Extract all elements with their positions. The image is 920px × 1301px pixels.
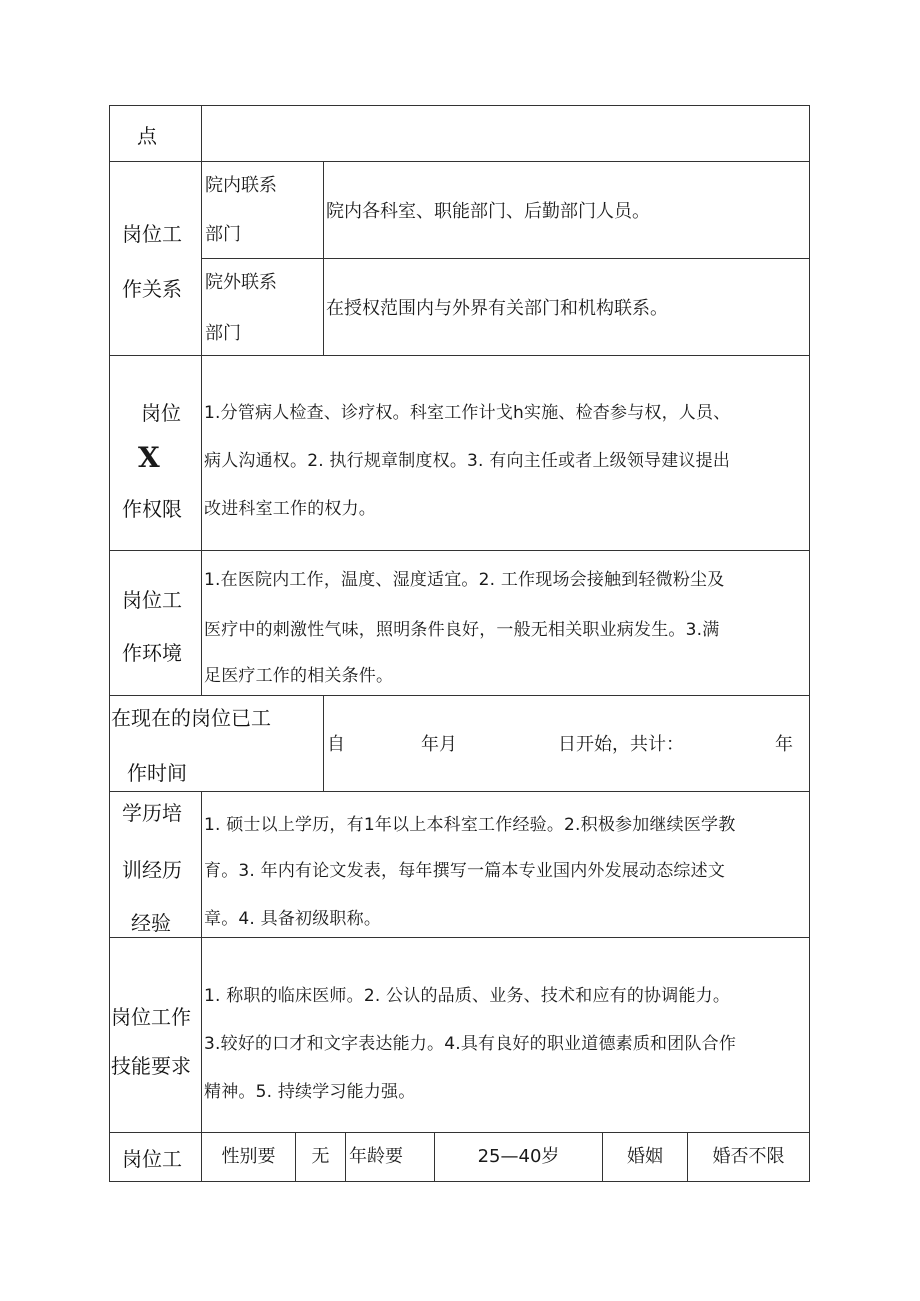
skills-line-3: 精神。5. 持续学习能力强。: [204, 1082, 416, 1102]
education-line-1: 1. 硕士以上学历，有1年以上本科室工作经验。2.积极参加继续医学教: [204, 815, 736, 835]
education-line-2: 育。3. 年内有论文发表，每年撰写一篇本专业国内外发展动态综述文: [204, 861, 726, 881]
tenure-year: 年: [775, 734, 793, 755]
internal-label-2: 部门: [205, 224, 241, 245]
marriage-label: 婚姻: [627, 1146, 663, 1167]
authority-line-2: 病人沟通权。2. 执行规章制度权。3. 有向主任或者上级领导建议提出: [204, 451, 731, 471]
cell-work-relation-label: [109, 161, 202, 356]
authority-label-2: 作权限: [122, 497, 182, 521]
authority-label-mark: X: [138, 441, 160, 474]
environment-label-2: 作环境: [122, 641, 182, 665]
education-label-1: 学历培: [122, 801, 182, 825]
environment-label-1: 岗位工: [122, 588, 182, 612]
environment-line-2: 医疗中的刺激性气味，照明条件良好，一般无相关职业病发生。3.满: [204, 620, 720, 640]
tenure-day-start: 日开始，共计：: [558, 734, 684, 755]
tenure-label-2: 作时间: [127, 761, 187, 785]
education-label-2: 训经历: [122, 858, 182, 882]
tenure-from: 自: [327, 734, 345, 755]
skills-label-2: 技能要求: [111, 1054, 191, 1078]
environment-line-3: 足医疗工作的相关条件。: [204, 666, 394, 686]
education-label-3: 经验: [131, 911, 171, 935]
tenure-label-1: 在现在的岗位已工: [111, 706, 271, 730]
skills-line-2: 3.较好的口才和文字表达能力。4.具有良好的职业道德素质和团队合作: [204, 1034, 737, 1054]
bottom-label: 岗位工: [122, 1147, 182, 1171]
marriage-value: 婚否不限: [712, 1146, 785, 1167]
point-label: 点: [137, 124, 157, 148]
external-value: 在授权范围内与外界有关部门和机构联系。: [326, 298, 668, 319]
age-value: 25—40岁: [477, 1146, 560, 1167]
environment-line-1: 1.在医院内工作，温度、湿度适宜。2. 工作现场会接触到轻微粉尘及: [204, 570, 725, 590]
cell-point-value: [201, 105, 810, 162]
gender-value: 无: [311, 1146, 330, 1167]
cell-environment-label: [109, 550, 202, 696]
internal-value: 院内各科室、职能部门、后勤部门人员。: [326, 201, 650, 222]
skills-line-1: 1. 称职的临床医师。2. 公认的品质、业务、技术和应有的协调能力。: [204, 986, 731, 1006]
external-label-1: 院外联系: [205, 272, 277, 293]
age-label: 年龄要: [349, 1146, 403, 1167]
internal-label-1: 院内联系: [205, 175, 277, 196]
work-relation-label-2: 作关系: [122, 277, 182, 301]
authority-line-1: 1.分管病人检查、诊疗权。科室工作计戈h实施、检杳参与权，人员、: [204, 403, 731, 423]
education-line-3: 章。4. 具备初级职称。: [204, 909, 382, 929]
work-relation-label-1: 岗位工: [122, 222, 182, 246]
authority-line-3: 改进科室工作的权力。: [204, 499, 376, 519]
external-label-2: 部门: [205, 323, 241, 344]
tenure-year-month: 年月: [421, 734, 457, 755]
gender-label: 性别要: [221, 1146, 276, 1167]
authority-label-1: 岗位: [141, 401, 181, 425]
cell-skills-label: [109, 937, 202, 1133]
skills-label-1: 岗位工作: [111, 1005, 191, 1029]
